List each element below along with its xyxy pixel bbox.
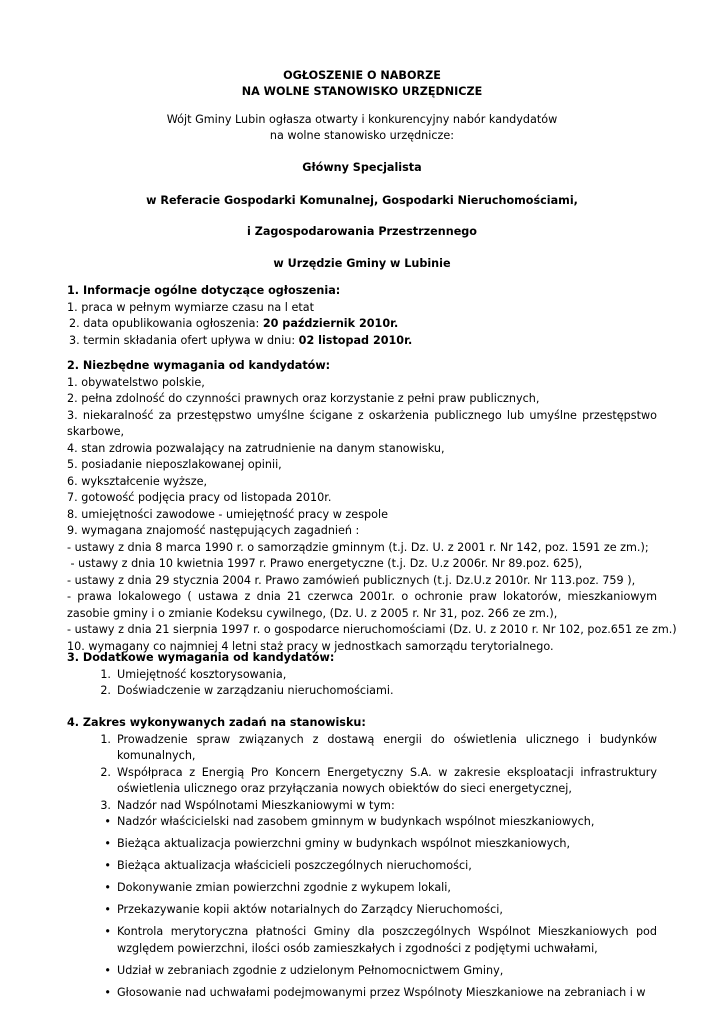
item-number: 2. [100, 684, 111, 697]
item-text: Prowadzenie spraw związanych z dostawą energii do oświetlenia ulicznego i budynków komunalnych, [117, 732, 657, 762]
item-number: 2. [69, 317, 80, 330]
bullet-icon: • [104, 903, 111, 916]
bullet-icon: • [104, 985, 111, 999]
bullet-item [67, 924, 657, 957]
list-item: - ustawy z dnia 8 marca 1990 r. o samorządzie gminnym (t.j. Dz. U. z 2001 r. Nr 142, poz. 1591 ze zm.); [67, 540, 649, 554]
item-text: Przekazywanie kopii aktów notarialnych do Zarządcy Nieruchomości, [117, 903, 503, 916]
item-text: Nadzór nad Wspólnotami Mieszkaniowymi w tym: [117, 798, 395, 812]
list-item: 5. posiadanie nieposzlakowanej opinii, [67, 458, 282, 471]
list-item: - prawa lokalowego ( ustawa z dnia 21 czerwca 2001r. o ochronie praw lokatorów, mieszkaniowym zasobie gminy i o zmianie Kodeksu cywilnego, (Dz. U. z 2005 r. Nr 31, poz. 266 ze zm.), [67, 590, 657, 620]
list-item: 9. wymagana znajomość następujących zagadnień : [67, 524, 360, 537]
section-1-heading [67, 283, 657, 300]
list-item: 8. umiejętności zawodowe - umiejętność pracy w zespole [67, 507, 388, 521]
department-line-3: w Urzędzie Gminy w Lubinie [273, 257, 451, 270]
list-item [67, 333, 657, 350]
item-text: termin składania ofert upływa w dniu: [83, 333, 299, 347]
item-text: Nadzór właścicielski nad zasobem gminnym w budynkach wspólnot mieszkaniowych, [117, 815, 595, 828]
bullet-item [67, 963, 657, 980]
bullet-item [67, 880, 657, 897]
bullet-item [67, 836, 657, 853]
list-item: 10. wymagany co najmniej 4 letni staż pracy w jednostkach samorządu terytorialnego. [67, 639, 554, 653]
item-text: data opublikowania ogłoszenia: [83, 317, 263, 330]
item-number: 2. [100, 765, 111, 779]
section-additional-qualifications [67, 650, 657, 700]
bullet-icon: • [104, 815, 111, 828]
numbered-list [67, 732, 657, 815]
intro-line-2: na wolne stanowisko urzędnicze: [269, 129, 455, 142]
position-title: Główny Specjalista [302, 161, 422, 174]
bullet-icon: • [104, 859, 111, 872]
numbered-list [67, 667, 657, 700]
item-text: Współpraca z Energią Pro Koncern Energetyczny S.A. w zakresie eksploatacji infrastruktury oświetlenia ulicznego oraz przyłączania nowych obiektów do sieci energetycznej, [117, 765, 657, 795]
list-item: 6. wykształcenie wyższe, [67, 474, 208, 488]
list-item: - ustawy z dnia 10 kwietnia 1997 r. Prawo energetyczne (t.j. Dz. U.z 2006r. Nr 89.poz. 625), [67, 557, 583, 570]
list-item: - ustawy z dnia 21 sierpnia 1997 r. o gospodarce nieruchomościami (Dz. U. z 2010 r. Nr 102, poz.651 ze zm.) [67, 623, 677, 636]
item-text: Kontrola merytoryczna płatności Gminy dla poszczególnych Wspólnot Mieszkaniowych pod względem powierzchni, ilości osób zamieszkałych i zgodności z podjętymi uchwałami, [117, 925, 657, 955]
list-item [67, 300, 657, 317]
bullet-item [67, 985, 657, 1002]
section-4-heading: 4. Zakres wykonywanych zadań na stanowisku: [67, 716, 366, 729]
department-line-1: w Referacie Gospodarki Komunalnej, Gospodarki Nieruchomościami, [146, 194, 578, 207]
item-text: Bieżąca aktualizacja powierzchni gminy w budynkach wspólnot mieszkaniowych, [117, 837, 571, 850]
item-text: Bieżąca aktualizacja właścicieli poszczególnych nieruchomości, [117, 859, 472, 872]
bullet-list [67, 814, 657, 1001]
title-line-1: OGŁOSZENIE O NABORZE [283, 69, 441, 82]
item-text: Doświadczenie w zarządzaniu nieruchomościami. [117, 684, 394, 697]
item-text: Umiejętność kosztorysowania, [117, 667, 287, 681]
item-number: 1. [67, 300, 78, 314]
list-item [67, 732, 657, 765]
item-number: 3. [100, 798, 111, 812]
bullet-item [67, 858, 657, 875]
list-item: 2. pełna zdolność do czynności prawnych oraz korzystanie z pełni praw publicznych, [67, 392, 540, 405]
list-item: 7. gotowość podjęcia pracy od listopada 2010r. [67, 491, 332, 504]
list-item [67, 765, 657, 798]
intro-line-1: Wójt Gminy Lubin ogłasza otwarty i konkurencyjny nabór kandydatów [166, 113, 558, 126]
bullet-item [67, 902, 657, 919]
department-line-2: i Zagospodarowania Przestrzennego [247, 225, 477, 238]
publication-date: 20 październik 2010r. [262, 317, 399, 330]
list-item [67, 667, 657, 684]
item-number: 1. [100, 667, 111, 681]
section-1-number: 1. [67, 284, 80, 297]
item-text: Udział w zebraniach zgodnie z udzielonym Pełnomocnictwem Gminy, [117, 963, 504, 977]
list-item: 4. stan zdrowia pozwalający na zatrudnienie na danym stanowisku, [67, 441, 445, 455]
bullet-icon: • [104, 837, 111, 850]
list-item: 1. obywatelstwo polskie, [67, 375, 205, 389]
list-item [67, 316, 657, 333]
section-1-title: Informacje ogólne dotyczące ogłoszenia: [82, 284, 341, 297]
item-number: 3. [69, 333, 80, 347]
item-number: 1. [100, 732, 111, 746]
title-line-2: NA WOLNE STANOWISKO URZĘDNICZE [241, 85, 483, 98]
item-text: Dokonywanie zmian powierzchni zgodnie z wykupem lokali, [117, 881, 451, 894]
list-item: 3. niekaralność za przestępstwo umyślne ścigane z oskarżenia publicznego lub umyślne przestępstwo skarbowe, [67, 408, 657, 438]
section-general-info [67, 283, 657, 349]
bullet-icon: • [104, 963, 111, 977]
section-required-qualifications [67, 358, 677, 655]
bullet-item [67, 814, 657, 831]
bullet-icon: • [104, 881, 111, 894]
section-2-heading: 2. Niezbędne wymagania od kandydatów: [67, 359, 331, 372]
list-item: - ustawy z dnia 29 stycznia 2004 r. Prawo zamówień publicznych (t.j. Dz.U.z 2010r. Nr 113.poz. 759 ), [67, 573, 636, 587]
section-duties [67, 715, 657, 1007]
list-item [67, 683, 657, 700]
bullet-icon: • [104, 925, 111, 938]
item-text: praca w pełnym wymiarze czasu na l etat [81, 300, 314, 314]
list-item [67, 798, 657, 815]
item-text: Głosowanie nad uchwałami podejmowanymi przez Wspólnoty Mieszkaniowe na zebraniach i w [117, 985, 646, 999]
deadline-date: 02 listopad 2010r. [298, 333, 413, 347]
section-3-heading: 3. Dodatkowe wymagania od kandydatów: [67, 651, 335, 664]
